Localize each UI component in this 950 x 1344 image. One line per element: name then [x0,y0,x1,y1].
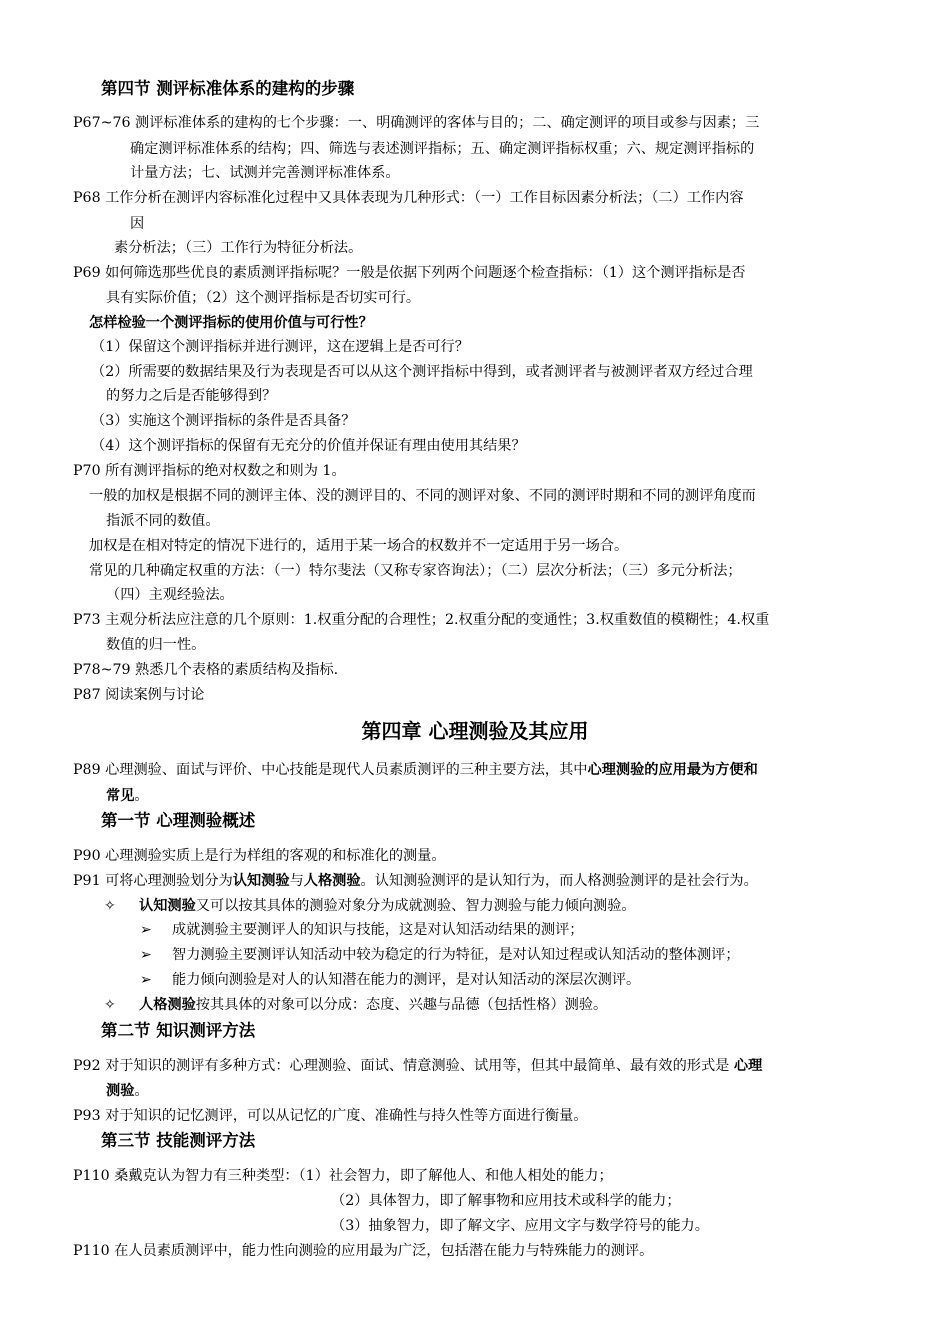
paragraph-line: 计量方法；七、试测并完善测评标准体系。 [130,165,400,181]
paragraph-line: 素分析法；（三）工作行为特征分析法。 [114,240,363,256]
paragraph-line: P90 心理测验实质上是行为样组的客观的和标准化的测量。 [73,848,446,864]
paragraph-line: P93 对于知识的记忆测评，可以从记忆的广度、准确性与持久性等方面进行衡量。 [73,1108,588,1124]
paragraph-line [106,1081,149,1101]
paragraph-line: P69 如何筛选那些优良的素质测评指标呢？一般是依据下列两个问题逐个检查指标：（1）这个测评指标是否 [73,265,746,281]
paragraph-line: P110 桑戴克认为智力有三种类型：（1）社会智力，即了解他人、和他人相处的能力； [73,1168,613,1184]
text: 。 [134,1083,149,1099]
paragraph-line: P68 工作分析在测评内容标准化过程中又具体表现为几种形式：（一）工作目标因素分析法；（二）工作内容 [73,190,744,206]
paragraph-line: （2）具体智力，即了解事物和应用技术或科学的能力； [331,1193,681,1209]
paragraph-line: （四）主观经验法。 [106,587,234,603]
section-heading-2: 第二节 知识测评方法 [101,1021,256,1040]
text: P92 对于知识的测评有多种方式：心理测验、面试、情意测验、试用等，但其中最简单、最有效的形式是 [73,1058,730,1074]
list-item: 智力测验主要测评认知活动中较为稳定的行为特征，是对认知过程或认知活动的整体测评； [172,947,740,963]
list-item: （4）这个测评指标的保留有无充分的价值并保证有理由使用其结果？ [91,438,526,454]
paragraph-line: P110 在人员素质测评中，能力性向测验的应用最为广泛，包括潜在能力与特殊能力的测评。 [73,1243,654,1259]
paragraph-line: （3）抽象智力，即了解文字、应用文字与数学符号的能力。 [331,1218,709,1234]
text: 。认知测验测评的是认知行为，而人格测验测评的是社会行为。 [360,873,758,889]
list-item [139,995,607,1015]
paragraph-line: P67~76 测评标准体系的建构的七个步骤：一、明确测评的客体与目的；二、确定测评的项目或参与因素；三 [73,115,760,131]
paragraph-line: 数值的归一性。 [106,637,206,653]
arrow-bullet-icon: ➢ [140,972,152,988]
bold-text: 常见 [106,788,135,804]
bold-text: 人格测验 [303,873,361,889]
section-heading-3: 第三节 技能测评方法 [101,1131,256,1150]
paragraph-line [106,786,149,806]
text: 。 [134,788,149,804]
chapter-title: 第四章 心理测验及其应用 [361,719,589,743]
bold-text: 心理测验的应用最为方便和 [587,762,758,778]
list-item: （3）实施这个测评指标的条件是否具备？ [91,413,356,429]
bold-text: 认知测验 [232,873,290,889]
list-item: （2）所需要的数据结果及行为表现是否可以从这个测评指标中得到，或者测评者与被测评者双方经过合理 [91,364,753,380]
text: P89 心理测验、面试与评价、中心技能是现代人员素质测评的三种主要方法，其中 [73,762,588,778]
list-item: 的努力之后是否能够得到？ [106,388,277,404]
paragraph-line: 具有实际价值；（2）这个测评指标是否切实可行。 [106,290,421,306]
paragraph-line: 加权是在相对特定的情况下进行的，适用于某一场合的权数并不一定适用于另一场合。 [89,538,629,554]
paragraph-line: P73 主观分析法应注意的几个原则：1.权重分配的合理性；2.权重分配的变通性；3.权重数值的模糊性；4.权重 [73,612,770,628]
list-item: （1）保留这个测评指标并进行测评，这在逻辑上是否可行？ [91,339,469,355]
paragraph-line: 确定测评标准体系的结构；四、筛选与表述测评指标；五、确定测评指标权重；六、规定测评指标的 [130,141,755,157]
paragraph-line: 一般的加权是根据不同的测评主体、没的测评目的、不同的测评对象、不同的测评时期和不同的测评角度而 [89,488,756,504]
list-item: 成就测验主要测评人的知识与技能，这是对认知活动结果的测评； [172,922,584,938]
bold-text: 人格测验 [139,997,196,1013]
diamond-bullet-icon: ✧ [104,997,116,1013]
text: P91 可将心理测验划分为 [73,873,233,889]
arrow-bullet-icon: ➢ [140,947,152,963]
paragraph-line [73,1056,762,1076]
list-item [139,896,636,916]
paragraph-line [73,871,758,891]
text: 又可以按其具体的测验对象分为成就测验、智力测验与能力倾向测验。 [195,898,636,914]
diamond-bullet-icon: ✧ [104,898,116,914]
paragraph-line [73,760,758,780]
text: 按其具体的对象可以分成：态度、兴趣与品德（包括性格）测验。 [195,997,608,1013]
arrow-bullet-icon: ➢ [140,922,152,938]
text: 与 [289,873,304,889]
paragraph-line: 常见的几种确定权重的方法：（一）特尔斐法（又称专家咨询法）；（二）层次分析法；（三）多元分析法； [89,563,742,579]
bold-text: 心理 [733,1058,763,1074]
paragraph-line: 因 [130,216,145,232]
paragraph-line: 指派不同的数值。 [106,513,220,529]
list-item: 能力倾向测验是对人的认知潜在能力的测评，是对认知活动的深层次测评。 [172,972,641,988]
bold-text: 认知测验 [139,898,196,914]
paragraph-line: P78~79 熟悉几个表格的素质结构及指标. [73,662,339,678]
paragraph-line: P87 阅读案例与讨论 [73,687,205,703]
paragraph-line: P70 所有测评指标的绝对权数之和则为 1。 [73,463,346,479]
section-heading-1: 第一节 心理测验概述 [101,811,256,830]
bold-text: 测验 [106,1083,135,1099]
section-heading-4: 第四节 测评标准体系的建构的步骤 [101,79,355,98]
subheading: 怎样检验一个测评指标的使用价值与可行性？ [89,315,373,331]
